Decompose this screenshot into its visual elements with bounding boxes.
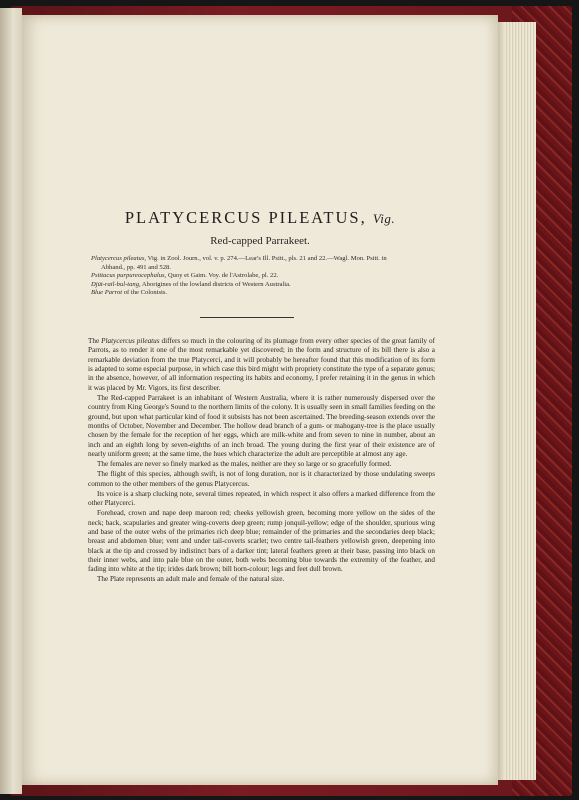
- synonym-name: Platycercus pileatus,: [91, 255, 147, 262]
- title-author: Vig.: [372, 211, 396, 226]
- synonym-line: [91, 272, 421, 281]
- synonym-ref: of the Colonists.: [122, 289, 168, 297]
- paragraph: Its voice is a sharp clucking note, several times repeated, in which respect it also offers a marked difference from the other Platycerci.: [88, 489, 435, 508]
- section-divider: [200, 317, 294, 318]
- paragraph: The Plate represents an adult male and female of the natural size.: [97, 575, 285, 584]
- synonym-line: [91, 281, 421, 290]
- title-main: PLATYCERCUS PILEATUS,: [124, 208, 367, 227]
- synonym-ref: Quoy et Gaim. Voy. de l'Astrolabe, pl. 22.: [166, 272, 279, 280]
- paragraph: The flight of this species, although swift, is not of long duration, nor is it characterized by those undulating sweeps common to the other members of the genus Platycercus.: [88, 470, 435, 488]
- paragraph-text: differs so much in the colouring of its plumage from every other species of the great family of Parrots, as to render it one of the most remarkable yet discovered; in the form and structure of its bill there is also a remarkable deviation from the true Platycerci, and it will probably be hereafter found that this modification of its form is adapted to some especial purpose, in which case this bird might with propriety constitute the type of a separate genus; in the absence, however, of all information respecting its habits and economy, I prefer retaining it in the genus in which it was placed by Mr. Vigors, its first describer.: [88, 337, 435, 392]
- page-subtitle: Red-capped Parrakeet.: [210, 235, 310, 247]
- synonym-ref: Abhand., pp. 491 and 528.: [101, 263, 171, 271]
- synonym-ref: Vig. in Zool. Journ., vol. v. p. 274.—Lear's Ill. Psitt., pls. 21 and 22.—Wagl. Mon. Psitt. in: [146, 255, 387, 262]
- paragraph: The Red-capped Parrakeet is an inhabitant of Western Australia, where it is rather numerously dispersed over the country from King George's Sound to the northern limits of the colony. It is usually seen in small families feeding on the ground, but upon what particular kind of food it subsists has not been ascertained. The breeding-season extends over the months of October, November and December. The hollow dead branch of a gum- or mahogany-tree is the place usually chosen by the female for the reception of her eggs, which are milk-white and from seven to nine in number, about an inch and an eighth long by seven-eighths of an inch broad. The young during the first year of their existence are of nearly uniform green; at the same time, the hues which characterize the adult are perceptible at almost any age.: [88, 393, 435, 458]
- synonym-line: [91, 255, 421, 264]
- body-text: [88, 337, 435, 586]
- book-page: [22, 15, 498, 785]
- synonym-name: Blue Parrot: [91, 289, 123, 297]
- synonym-name: Djūt-rail-bul-tang,: [91, 280, 141, 288]
- synonymy-block: [91, 255, 421, 298]
- page-title: [22, 208, 498, 228]
- synonym-ref: Aborigines of the lowland districts of Western Australia.: [140, 280, 291, 288]
- paragraph-italic: Platycercus pileatus: [101, 337, 160, 345]
- synonym-name: Psittacus purpureocephalus,: [91, 272, 167, 280]
- paragraph: Forehead, crown and nape deep maroon red; cheeks yellowish green, becoming more yellow on the sides of the neck; back, scapularies and greater wing-coverts deep green; rump jonquil-yellow; edge of the shoulder, spurious wing and base of the outer webs of the primaries rich deep blue; remainder of the primaries and the secondaries deep black; breast and abdomen blue; vent and under tail-coverts scarlet; two centre tail-feathers yellowish green, deepening into black at the tip and crossed by indistinct bars of a darker tint; lateral feathers green at their base, passing into black on their inner webs, and into pale blue on the outer, both webs becoming blue towards the extremity of the feather, and fading into white at the tip; irides dark brown; bill horn-colour; legs and feet dull brown.: [88, 509, 435, 574]
- left-page-edge: [0, 8, 22, 794]
- paragraph-lead: The: [88, 337, 102, 345]
- paragraph: [88, 337, 435, 393]
- page-gutter-shadow: [498, 22, 506, 780]
- synonym-line: [91, 289, 421, 298]
- paragraph: The females are never so finely marked as the males, neither are they so large or so gracefully formed.: [97, 460, 392, 469]
- synonym-line: [91, 264, 421, 273]
